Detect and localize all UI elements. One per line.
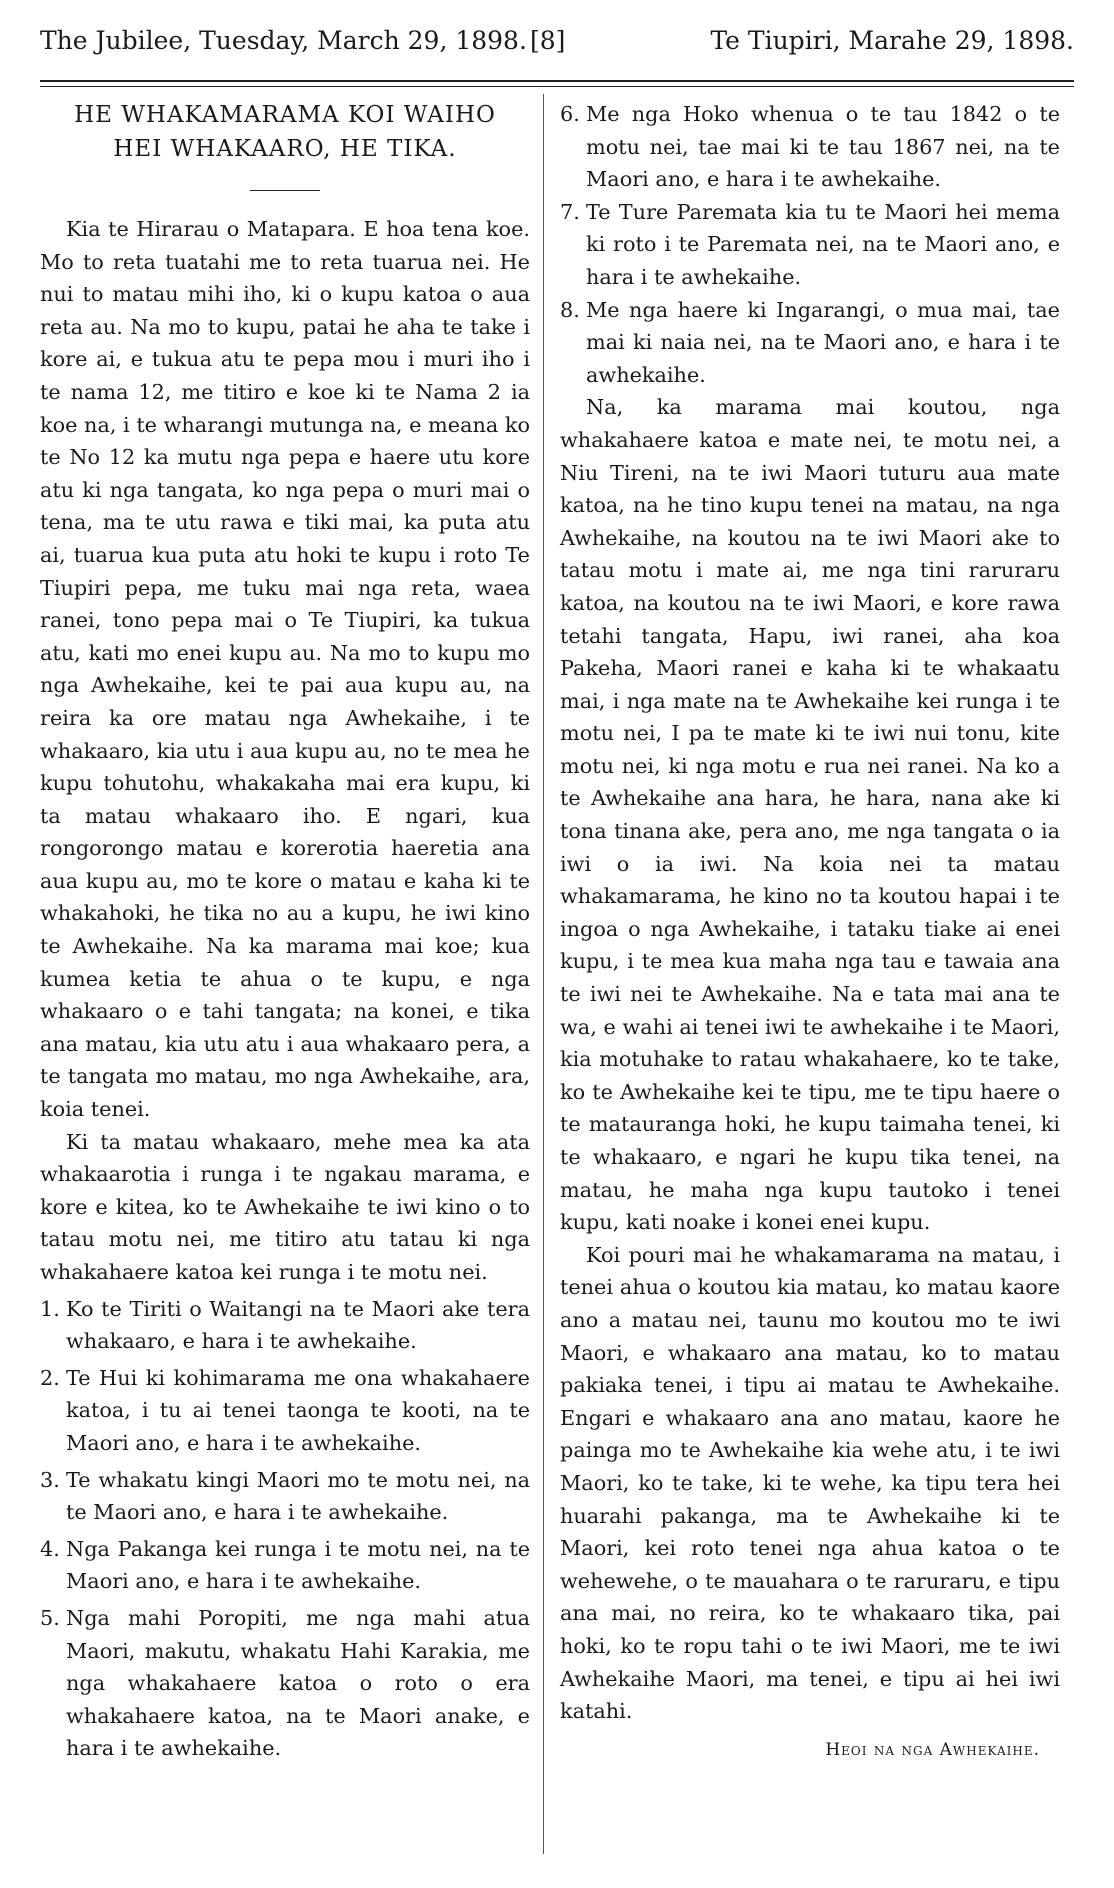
list-item: [560, 196, 1060, 294]
header-rule-thick: [40, 80, 1074, 82]
list-item-number: 4.: [40, 1536, 60, 1561]
paragraph-3: Na, ka marama mai koutou, nga whakahaere katoa e mate nei, te motu nei, a Niu Tireni, na te iwi Maori tuturu aua mate katoa, na he tino kupu tenei na matau, na nga Awhekaihe, na koutou na te iwi Maori ake to tatau motu i mate ai, me nga tini raruraru katoa, na koutou na te iwi Maori, e kore rawa tetahi tangata, Hapu, iwi ranei, aha koa Pakeha, Maori ranei e kaha ki te whakaatu mai, i nga mate na te Awhekaihe kei runga i te motu nei, I pa te mate ki te iwi nui tonu, kite motu nei, ki nga motu e rua nei ranei. Na ko a te Awhekaihe ana hara, he hara, nana ake ki tona tinana ake, pera ano, me nga tangata o ia iwi o ia iwi. Na koia nei ta matau whakamarama, he kino no ta koutou hapai i te ingoa o nga Awhekaihe, i tataku tiake ai enei kupu, i te mea kua maha nga tau e tawaia ana te iwi nei te Awhekaihe. Na e tata mai ana te wa, e wahi ai tenei iwi te awhekaihe i te Maori, kia motuhake to ratau whakahaere, ko te take, ko te Awhekaihe kei te tipu, me te tipu haere o te matauranga hoki, he kupu taimaha tenei, ki te whakaaro, e ngari he kupu tika tenei, na matau, he maha nga kupu tautoko i tenei kupu, kati noake i konei enei kupu.: [560, 395, 1060, 1235]
title-rule: [250, 190, 320, 191]
list-item: [40, 1293, 530, 1358]
list-item-number: 7.: [560, 199, 580, 224]
list-item-text: Me nga haere ki Ingarangi, o mua mai, tae mai ki naia nei, na te Maori ano, e hara i te awhekaihe.: [586, 297, 1060, 387]
list-item-number: 6.: [560, 102, 580, 126]
list-item-number: 2.: [40, 1365, 60, 1390]
paragraph-2: Ki ta matau whakaaro, mehe mea ka ata whakaarotia i runga i te ngakau marama, e kore e kitea, ko te Awhekaihe te iwi kino o to tatau motu nei, me titiro atu tatau ki nga whakahaere katoa kei runga i te motu nei.: [40, 1129, 530, 1284]
page-header: [40, 26, 1074, 66]
list-item: [40, 1602, 530, 1765]
header-left-title: The Jubilee, Tuesday, March 29, 1898.: [40, 26, 527, 55]
right-column: [560, 98, 1060, 1760]
list-item: [40, 1464, 530, 1529]
list-item-text: Te Hui ki kohimarama me ona whakahaere katoa, i tu ai tenei taonga te kooti, na te Maori ano, e hara i te awhekaihe.: [66, 1365, 530, 1455]
list-item-number: 5.: [40, 1605, 60, 1630]
article-signoff: Heoi na nga Awhekaihe.: [825, 1739, 1040, 1760]
paragraph-1: Kia te Hirarau o Matapara. E hoa tena koe. Mo to reta tuatahi me to reta tuarua nei. He nui to matau mihi iho, ki o kupu katoa o aua reta au. Na mo to kupu, patai he aha te take i kore ai, e tukua atu te pepa mou i muri iho i te nama 12, me titiro e koe ki te Nama 2 ia koe na, i te wharangi mutunga na, e meana ko te No 12 ka mutu nga pepa e haere utu kore atu ki nga tangata, ko nga pepa o muri mai o tena, ma te utu rawa e tiki mai, ka puta atu ai, tuarua kua puta atu hoki te kupu i roto Te Tiupiri pepa, me tuku mai nga reta, waea ranei, tono pepa mai o Te Tiupiri, ka tukua atu, kati mo enei kupu au. Na mo to kupu mo nga Awhekaihe, kei te pai aua kupu au, na reira ka ore matau nga Awhekaihe, i te whakaaro, kia utu i aua kupu au, no te mea he kupu tohutohu, whakakaha mai era kupu, ki ta matau whakaaro iho. E ngari, kua rongorongo matau e korerotia haeretia ana aua kupu au, mo te kore o matau e kaha ki te whakahoki, he tika no au a kupu, he iwi kino te Awhekaihe. Na ka marama mai koe; kua kumea ketia te ahua o te kupu, e nga whakaaro o e tahi tangata; na konei, e tika ana matau, kia utu atu i aua whakaaro pera, a te tangata mo matau, mo nga Awhekaihe, ara, koia tenei.: [40, 217, 530, 1122]
list-item-text: Nga Pakanga kei runga i te motu nei, na te Maori ano, e hara i te awhekaihe.: [66, 1536, 530, 1594]
page-number: [8]: [530, 26, 566, 55]
column-divider: [543, 94, 544, 1854]
list-item-text: Te Ture Paremata kia tu te Maori hei mema ki roto i te Paremata nei, na te Maori ano, e hara i te awhekaihe.: [586, 199, 1060, 289]
header-rule-thin: [40, 86, 1074, 87]
list-item-number: 1.: [40, 1296, 60, 1321]
article-title: [40, 98, 530, 166]
list-item: [40, 1533, 530, 1598]
list-item-text: Nga mahi Poropiti, me nga mahi atua Maori, makutu, whakatu Hahi Karakia, me nga whakahaere katoa o roto o era whakahaere katoa, na te Maori anake, e hara i te awhekaihe.: [66, 1605, 530, 1761]
list-item: [40, 1362, 530, 1460]
list-item-number: 8.: [560, 297, 580, 322]
list-item-text: Te whakatu kingi Maori mo te motu nei, na te Maori ano, e hara i te awhekaihe.: [66, 1467, 530, 1525]
article-title-line1: HE WHAKAMARAMA KOI WAIHO: [74, 102, 496, 128]
list-item-text: Ko te Tiriti o Waitangi na te Maori ake tera whakaaro, e hara i te awhekaihe.: [66, 1296, 530, 1354]
paragraph-4: Koi pouri mai he whakamarama na matau, i tenei ahua o koutou kia matau, ko matau kaore ano a matau nei, taunu mo koutou mo te iwi Maori, e whakaaro ana matau, ko to matau pakiaka tenei, i tipu ai matau te Awhekaihe. Engari e whakaaro ana ano matau, kaore he painga mo te Awhekaihe kia wehe atu, i te iwi Maori, ko te take, ki te wehe, ka tipu tera hei huarahi pakanga, ma te Awhekaihe ki te Maori, kei roto tenei nga ahua katoa o te wehewehe, o te mauahara o te raruraru, e tipu ana mai, no reira, ko te whakaaro tika, pai hoki, ko te ropu tahi o te iwi Maori, me te iwi Awhekaihe Maori, ma tenei, e tipu ai hei iwi katahi.: [560, 1242, 1060, 1724]
article-title-line2: HEI WHAKAARO, HE TIKA.: [113, 136, 457, 162]
left-column: [40, 98, 530, 1765]
list-item: [560, 294, 1060, 392]
header-right-title: Te Tiupiri, Marahe 29, 1898.: [710, 26, 1074, 55]
list-item-number: 3.: [40, 1467, 60, 1492]
list-item-text: Me nga Hoko whenua o te tau 1842 o te motu nei, tae mai ki te tau 1867 nei, na te Maori ano, e hara i te awhekaihe.: [586, 102, 1060, 192]
list-item: [560, 98, 1060, 196]
